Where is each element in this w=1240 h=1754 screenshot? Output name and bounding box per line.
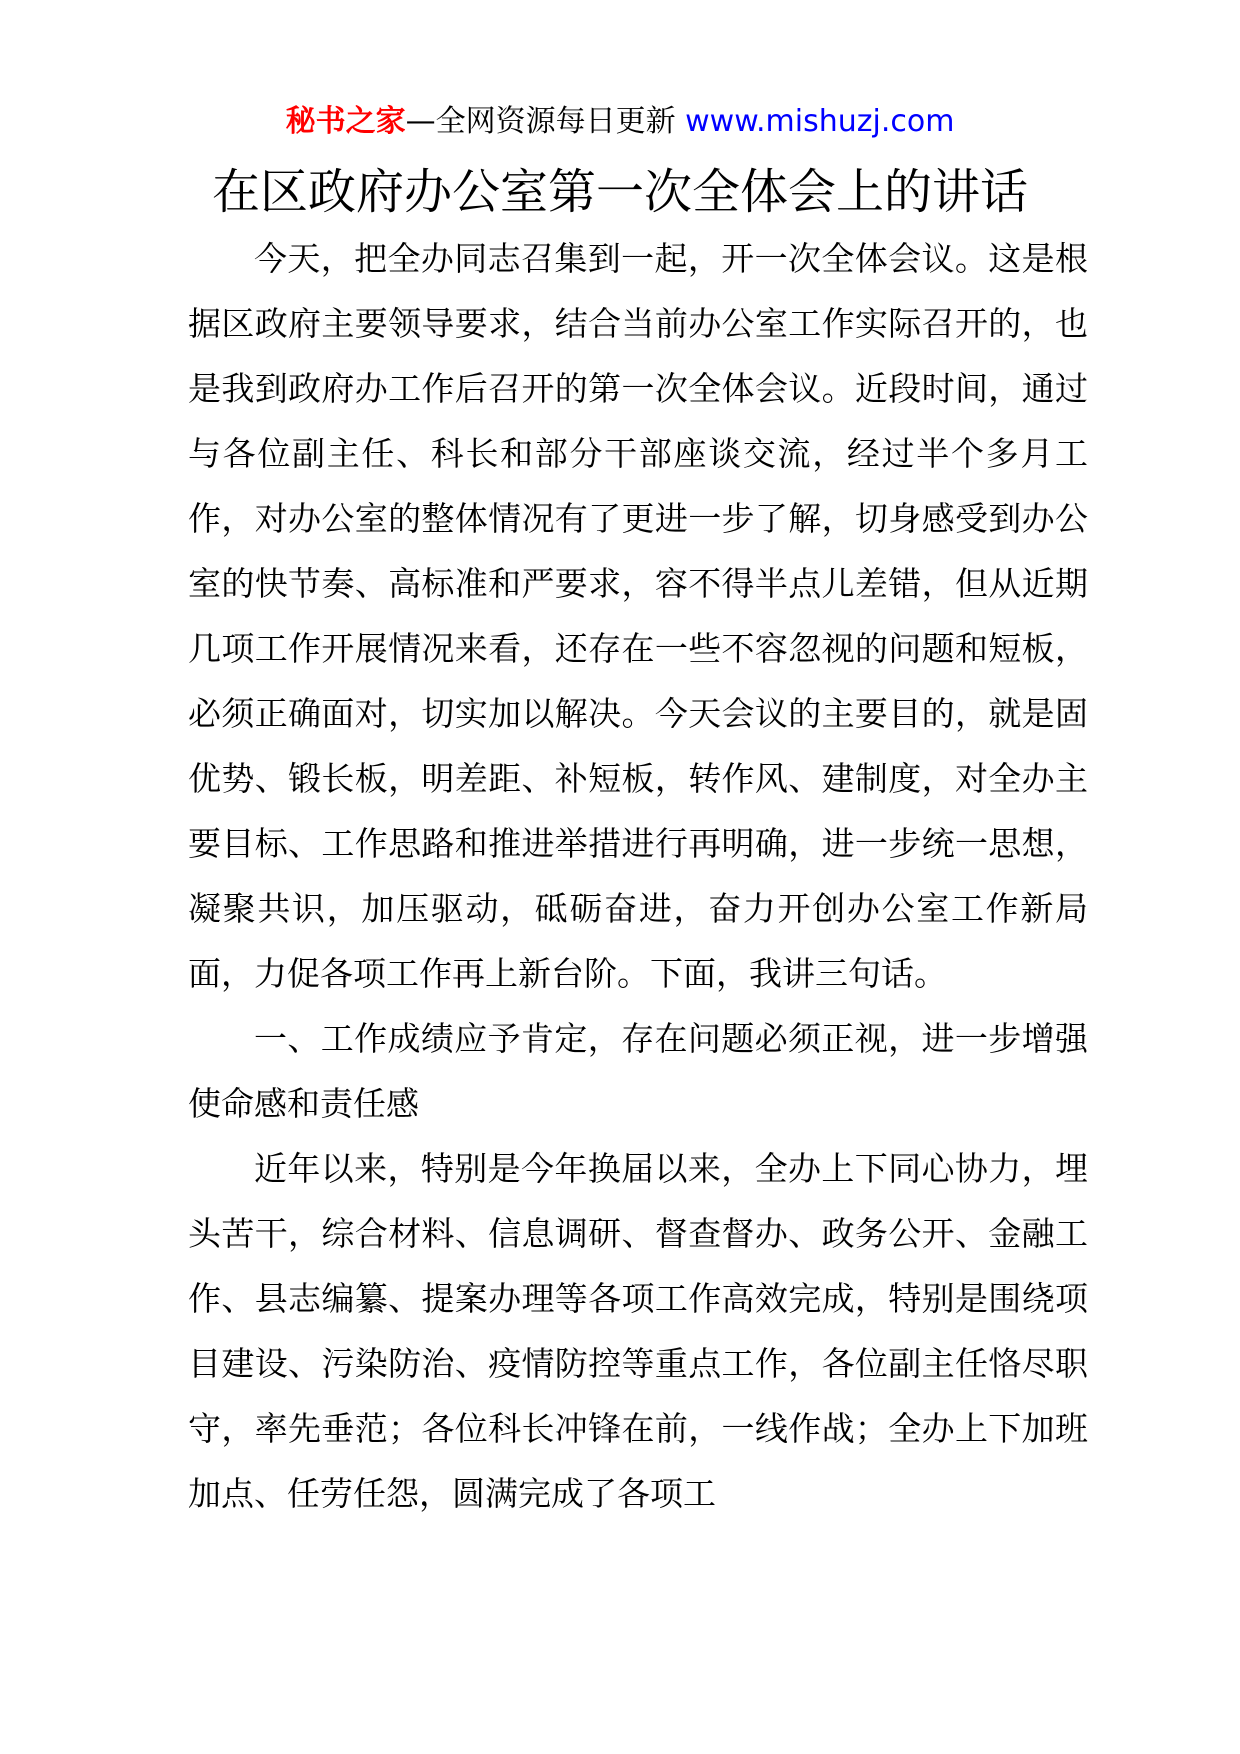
brand-name: 秘书之家 bbox=[285, 104, 406, 139]
site-url-link[interactable]: www.mishuzj.com bbox=[685, 104, 955, 139]
banner-tagline: —全网资源每日更新 bbox=[405, 104, 676, 139]
paragraph-intro: 今天，把全办同志召集到一起，开一次全体会议。这是根据区政府主要领导要求，结合当前办公室工作实际召开的，也是我到政府办工作后召开的第一次全体会议。近段时间，通过与各位副主任、科长和部分干部座谈交流，经过半个多月工作，对办公室的整体情况有了更进一步了解，切身感受到办公室的快节奏、高标准和严要求，容不得半点儿差错，但从近期几项工作开展情况来看，还存在一些不容忽视的问题和短板，必须正确面对，切实加以解决。今天会议的主要目的，就是固优势、锻长板，明差距、补短板，转作风、建制度，对全办主要目标、工作思路和推进举措进行再明确，进一步统一思想，凝聚共识，加压驱动，砥砺奋进，奋力开创办公室工作新局面，力促各项工作再上新台阶。下面，我讲三句话。 bbox=[188, 239, 1088, 993]
section-heading-1: 一、工作成绩应予肯定，存在问题必须正视，进一步增强使命感和责任感 bbox=[188, 1019, 1088, 1123]
site-banner bbox=[0, 102, 1240, 142]
paragraph-section-1: 近年以来，特别是今年换届以来，全办上下同心协力，埋头苦干，综合材料、信息调研、督查督办、政务公开、金融工作、县志编纂、提案办理等各项工作高效完成，特别是围绕项目建设、污染防治、疫情防控等重点工作，各位副主任恪尽职守，率先垂范；各位科长冲锋在前，一线作战；全办上下加班加点、任劳任怨，圆满完成了各项工 bbox=[188, 1149, 1088, 1513]
document-body bbox=[188, 226, 1088, 1526]
document-title: 在区政府办公室第一次全体会上的讲话 bbox=[211, 164, 1028, 220]
